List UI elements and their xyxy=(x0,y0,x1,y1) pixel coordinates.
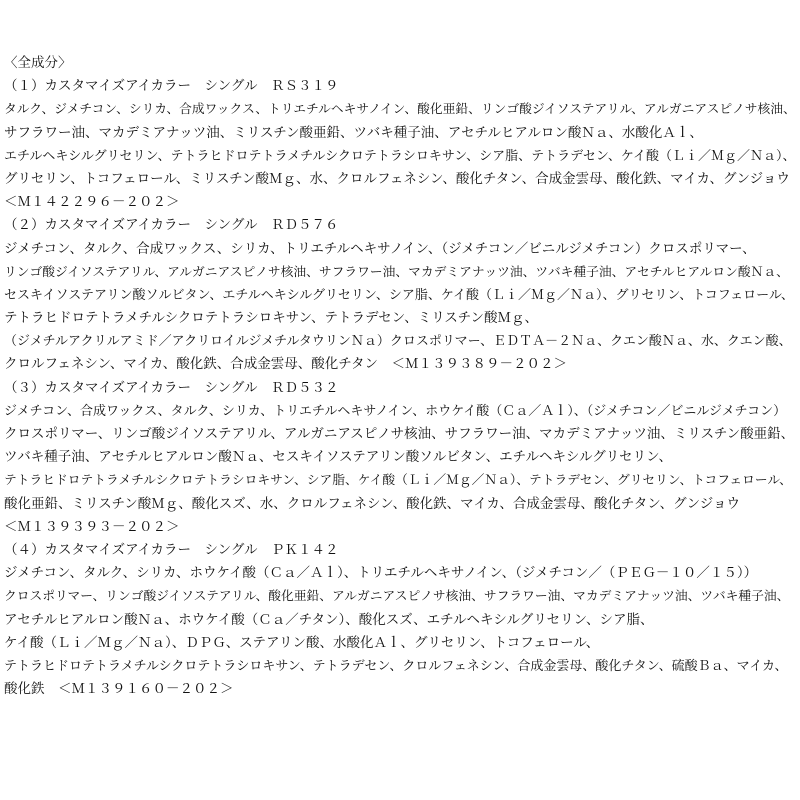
product-2-title: （２）カスタマイズアイカラー シングル ＲＤ５７６ xyxy=(4,217,339,234)
ingredient-line: テトラヒドロテトラメチルシクロテトラシロキサン、テトラデセン、ミリスチン酸Ｍｇ、 xyxy=(4,310,538,327)
ingredient-line: 酸化亜鉛、ミリスチン酸Ｍｇ、酸化スズ、水、クロルフェネシン、酸化鉄、マイカ、合成金雲母、酸化チタン、グンジョウ xyxy=(4,495,741,512)
ingredient-line: グリセリン、トコフェロール、ミリスチン酸Ｍｇ、水、クロルフェネシン、酸化チタン、合成金雲母、酸化鉄、マイカ、グンジョウ xyxy=(4,170,790,187)
ingredient-line: クロルフェネシン、マイカ、酸化鉄、合成金雲母、酸化チタン ＜Ｍ１３９３８９－２０２＞ xyxy=(4,356,568,373)
ingredient-line: ジメチコン、合成ワックス、タルク、シリカ、トリエチルヘキサノイン、ホウケイ酸（Ｃａ／Ａｌ）、（ジメチコン／ビニルジメチコン） xyxy=(4,403,787,419)
section-heading: 〈全成分〉 xyxy=(4,55,72,71)
ingredient-line: ケイ酸（Ｌｉ／Ｍｇ／Ｎａ）、ＤＰＧ、ステアリン酸、水酸化Ａｌ、グリセリン、トコフェロール、 xyxy=(4,634,600,651)
ingredients-document xyxy=(4,52,796,701)
ingredient-line: セスキイソステアリン酸ソルビタン、エチルヘキシルグリセリン、シア脂、ケイ酸（Ｌｉ／Ｍｇ／Ｎａ）、グリセリン、トコフェロール、 xyxy=(4,287,794,303)
ingredient-line: クロスポリマー、リンゴ酸ジイソステアリル、酸化亜鉛、アルガニアスピノサ核油、サフラワー油、マカデミアナッツ油、ツバキ種子油、 xyxy=(4,589,790,605)
product-code: ＜Ｍ１４２２９６－２０２＞ xyxy=(4,194,180,211)
ingredient-line: テトラヒドロテトラメチルシクロテトラシロキサン、シア脂、ケイ酸（Ｌｉ／Ｍｇ／Ｎａ）、テトラデセン、グリセリン、トコフェロール、 xyxy=(4,473,792,489)
ingredient-line: ジメチコン、タルク、シリカ、ホウケイ酸（Ｃａ／Ａｌ）、トリエチルヘキサノイン、（ジメチコン／（ＰＥＧ－１０／１５）） xyxy=(4,565,758,582)
ingredient-line: リンゴ酸ジイソステアリル、アルガニアスピノサ核油、サフラワー油、マカデミアナッツ油、ツバキ種子油、アセチルヒアルロン酸Ｎａ、 xyxy=(4,264,789,280)
product-3-title: （３）カスタマイズアイカラー シングル ＲＤ５３２ xyxy=(4,379,339,396)
ingredient-line: アセチルヒアルロン酸Ｎａ、ホウケイ酸（Ｃａ／チタン）、酸化スズ、エチルヘキシルグリセリン、シア脂、 xyxy=(4,611,654,628)
ingredient-line: サフラワー油、マカデミアナッツ油、ミリスチン酸亜鉛、ツバキ種子油、アセチルヒアルロン酸Ｎａ、水酸化Ａｌ、 xyxy=(4,124,703,141)
ingredient-line: テトラヒドロテトラメチルシクロテトラシロキサン、テトラデセン、クロルフェネシン、合成金雲母、酸化チタン、硫酸Ｂａ、マイカ、 xyxy=(4,658,788,674)
ingredient-line: （ジメチルアクリルアミド／アクリロイルジメチルタウリンＮａ）クロスポリマー、ＥＤＴＡ－２Ｎａ、クエン酸Ｎａ、水、クエン酸、 xyxy=(4,334,792,350)
ingredient-line: ツバキ種子油、アセチルヒアルロン酸Ｎａ、セスキイソステアリン酸ソルビタン、エチルヘキシルグリセリン、 xyxy=(4,449,673,466)
ingredient-line: タルク、ジメチコン、シリカ、合成ワックス、トリエチルヘキサノイン、酸化亜鉛、リンゴ酸ジイソステアリル、アルガニアスピノサ核油、 xyxy=(4,102,796,118)
ingredient-line: クロスポリマー、リンゴ酸ジイソステアリル、アルガニアスピノサ核油、サフラワー油、マカデミアナッツ油、ミリスチン酸亜鉛、 xyxy=(4,426,795,442)
ingredient-line: 酸化鉄 ＜Ｍ１３９１６０－２０２＞ xyxy=(4,681,234,698)
product-4-title: （４）カスタマイズアイカラー シングル ＰＫ１４２ xyxy=(4,541,339,558)
ingredient-line: エチルヘキシルグリセリン、テトラヒドロテトラメチルシクロテトラシロキサン、シア脂、テトラデセン、ケイ酸（Ｌｉ／Ｍｇ／Ｎａ）、 xyxy=(4,148,796,164)
ingredient-line: ジメチコン、タルク、合成ワックス、シリカ、トリエチルヘキサノイン、（ジメチコン／ビニルジメチコン）クロスポリマー、 xyxy=(4,240,756,257)
product-code: ＜Ｍ１３９３９３－２０２＞ xyxy=(4,518,180,535)
product-1-title: （１）カスタマイズアイカラー シングル ＲＳ３１９ xyxy=(4,78,339,95)
